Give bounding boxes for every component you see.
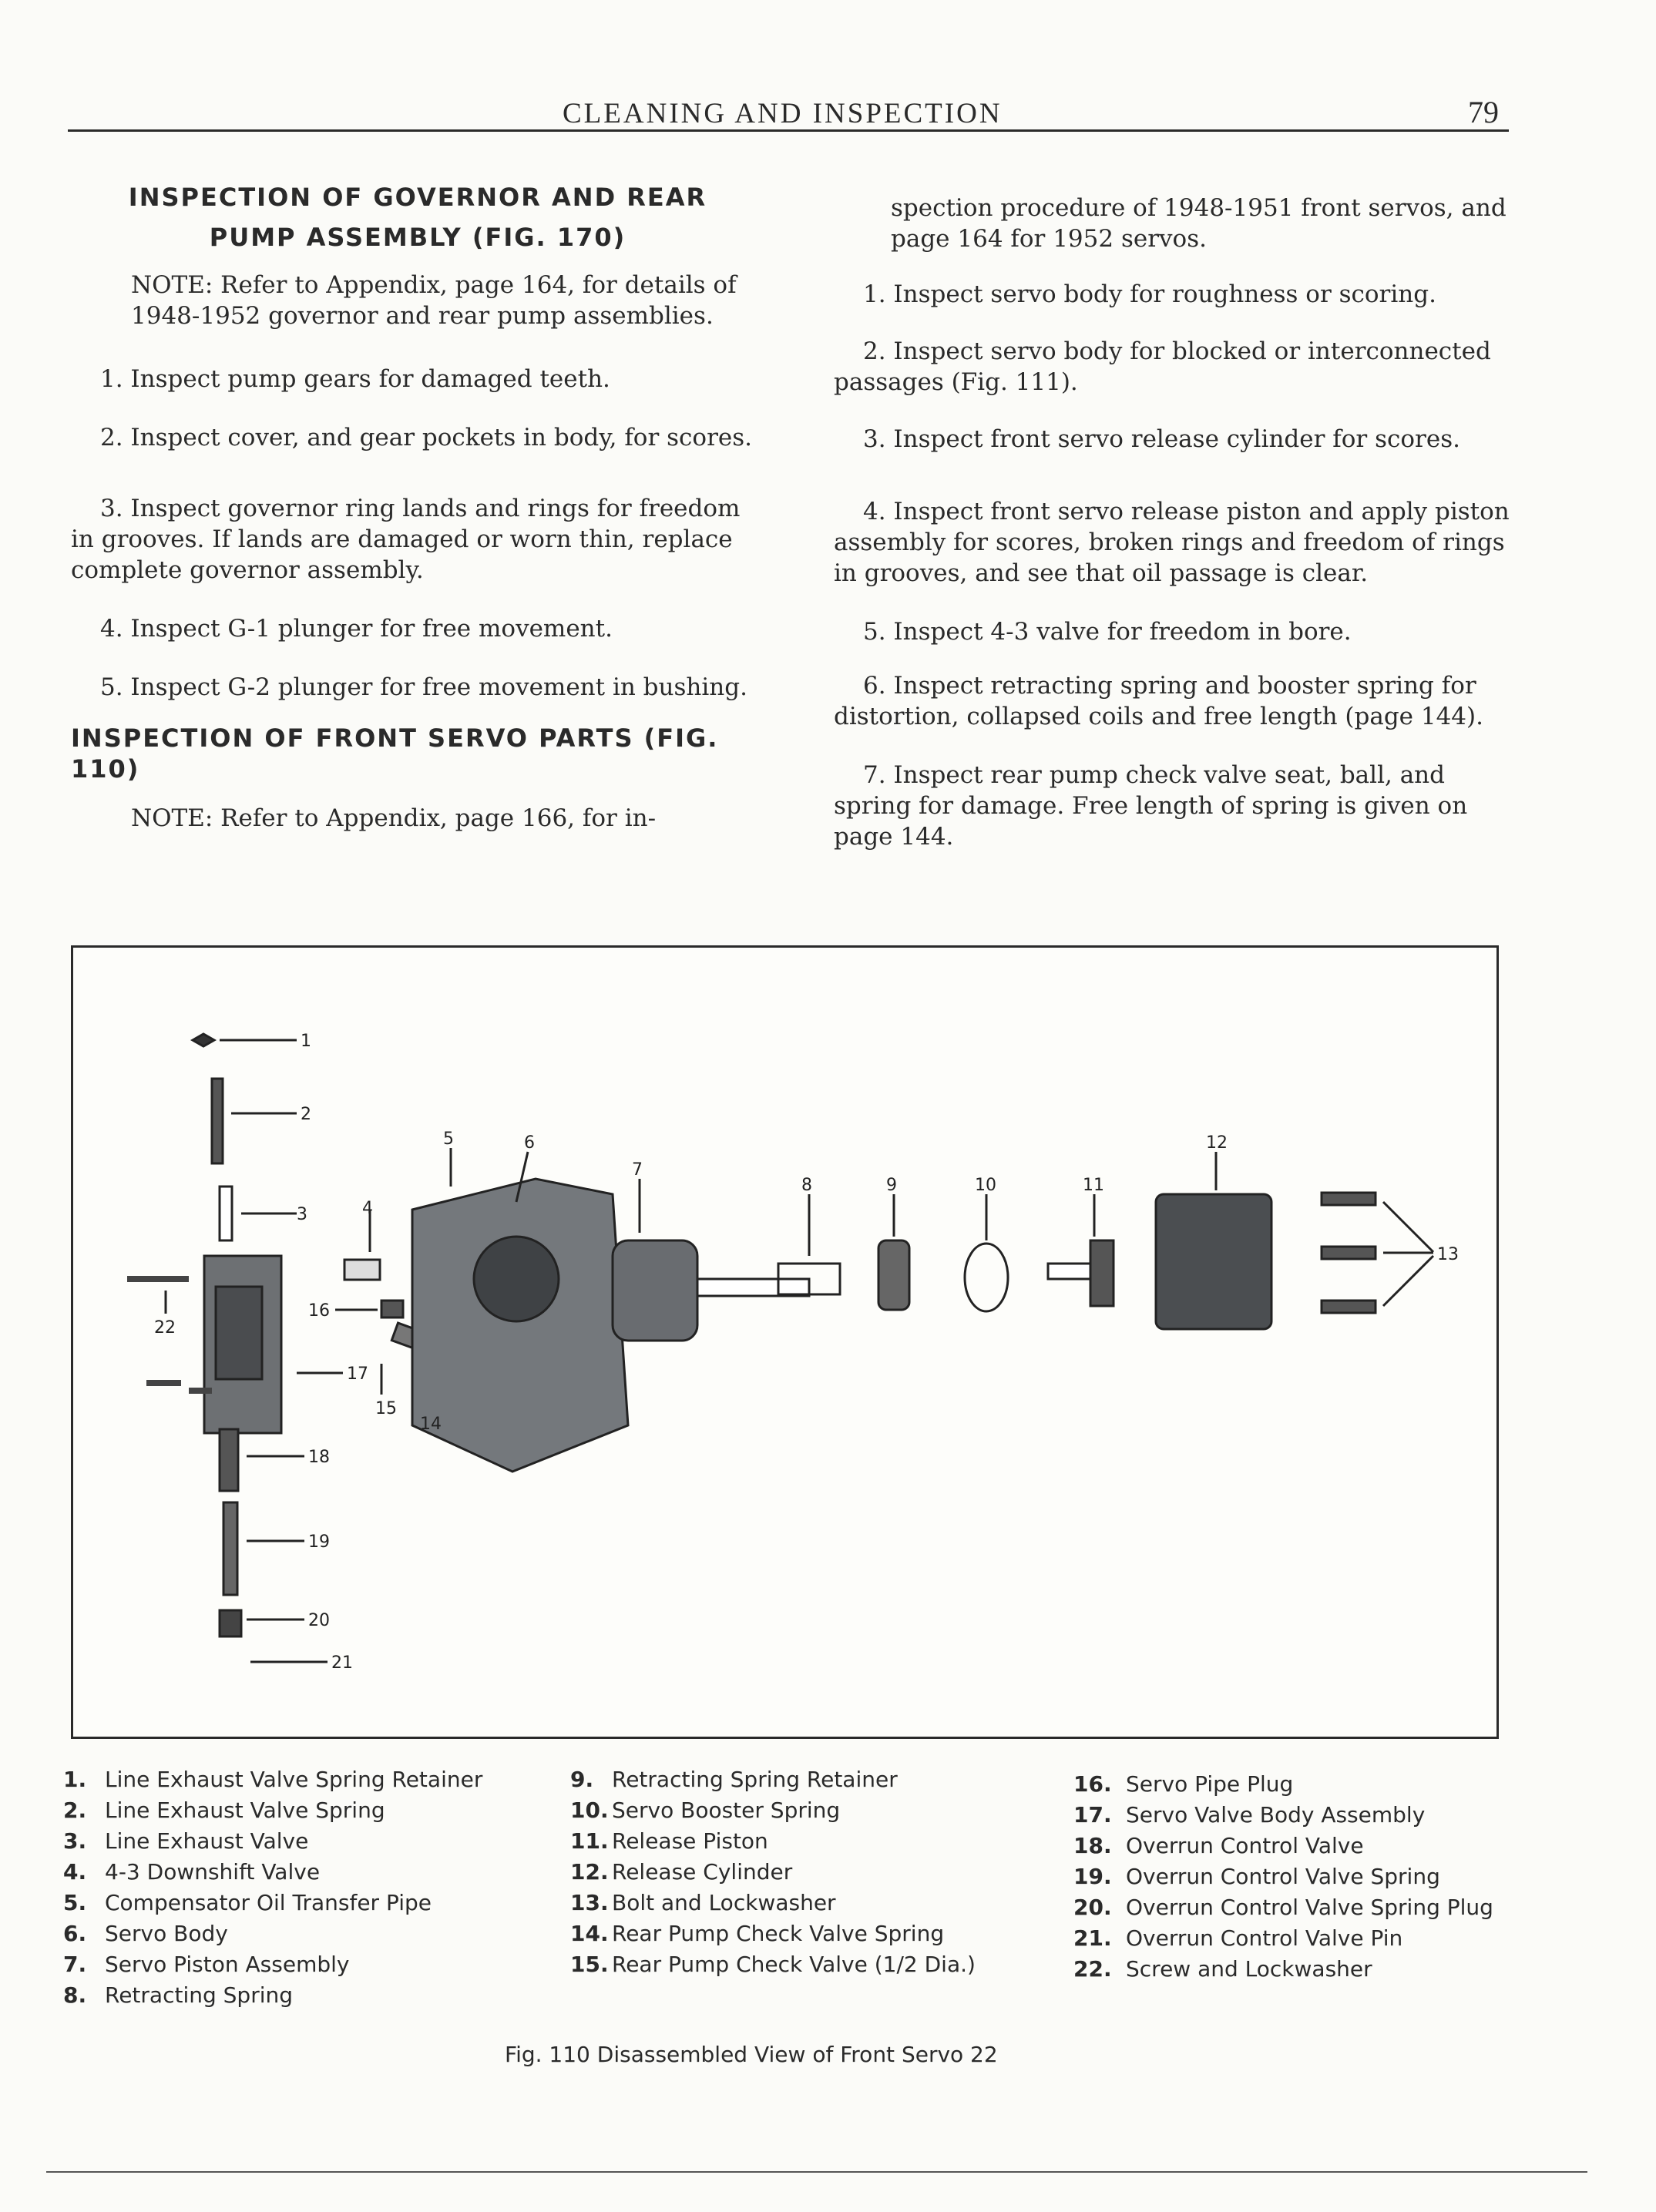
legend-item: 4. 4-3 Downshift Valve	[63, 1859, 321, 1885]
left-column	[71, 177, 764, 861]
callout-21: 21	[331, 1653, 353, 1673]
servo-step: 7. Inspect rear pump check valve seat, ball, and spring for damage. Free length of spring is given on page 144.	[834, 761, 1468, 851]
legend-item: 9. Retracting Spring Retainer	[570, 1767, 898, 1792]
legend-item: 13. Bolt and Lockwasher	[570, 1890, 836, 1915]
callout-19: 19	[308, 1532, 330, 1552]
note-front-servo-continued: spection procedure of 1948-1951 front servos, and page 164 for 1952 servos.	[891, 194, 1507, 253]
part-piston-shape	[613, 1240, 697, 1341]
callout-16: 16	[308, 1301, 330, 1321]
legend-item: 16. Servo Pipe Plug	[1073, 1771, 1294, 1797]
legend-item: 22. Screw and Lockwasher	[1073, 1956, 1372, 1982]
front-servo-exploded-diagram	[73, 948, 1496, 1737]
callout-18: 18	[308, 1448, 330, 1467]
servo-step: 2. Inspect servo body for blocked or interconnected passages (Fig. 111).	[834, 337, 1491, 396]
governor-step: 3. Inspect governor ring lands and rings for freedom in grooves. If lands are damaged or worn thin, replace complete governor assembly.	[71, 495, 741, 584]
legend-item: 14. Rear Pump Check Valve Spring	[570, 1921, 945, 1946]
parts-legend-col1	[63, 1764, 482, 2011]
callout-11: 11	[1083, 1176, 1104, 1195]
note-front-servo: NOTE: Refer to Appendix, page 166, for in-	[131, 804, 657, 832]
right-column	[834, 193, 1512, 880]
legend-item: 11. Release Piston	[570, 1828, 768, 1854]
callout-15: 15	[375, 1399, 397, 1418]
callout-17: 17	[347, 1364, 368, 1384]
servo-step: 5. Inspect 4-3 valve for freedom in bore.	[863, 618, 1352, 646]
section-heading-governor: INSPECTION OF GOVERNOR AND REAR PUMP ASSEMBLY (FIG. 170)	[128, 183, 707, 252]
header-rule	[68, 129, 1509, 132]
legend-item: 3. Line Exhaust Valve	[63, 1828, 309, 1854]
callout-2: 2	[301, 1105, 311, 1124]
part-spring-shape	[212, 1079, 223, 1163]
governor-step: 1. Inspect pump gears for damaged teeth.	[100, 365, 610, 393]
callout-3: 3	[297, 1205, 307, 1224]
running-header: CLEANING AND INSPECTION	[563, 98, 1003, 129]
legend-item: 8. Retracting Spring	[63, 1982, 294, 2008]
callout-1: 1	[301, 1032, 311, 1051]
callout-4: 4	[362, 1199, 373, 1218]
servo-step: 3. Inspect front servo release cylinder for scores.	[863, 425, 1460, 453]
callout-20: 20	[308, 1611, 330, 1630]
parts-legend-col3	[1073, 1769, 1493, 1985]
legend-item: 18. Overrun Control Valve	[1073, 1833, 1364, 1858]
legend-item: 7. Servo Piston Assembly	[63, 1952, 350, 1977]
part-retainer-shape	[193, 1034, 214, 1046]
servo-step: 1. Inspect servo body for roughness or scoring.	[863, 280, 1436, 308]
legend-item: 5. Compensator Oil Transfer Pipe	[63, 1890, 432, 1915]
part-servo-body-shape	[412, 1179, 628, 1472]
footer-rule	[46, 2171, 1587, 2173]
callout-6: 6	[524, 1133, 535, 1153]
callout-9: 9	[886, 1176, 897, 1195]
callout-5: 5	[443, 1129, 454, 1149]
exploded-view-figure	[71, 945, 1499, 1739]
callout-10: 10	[975, 1176, 996, 1195]
legend-item: 19. Overrun Control Valve Spring	[1073, 1864, 1440, 1889]
servo-step: 4. Inspect front servo release piston and apply piston assembly for scores, broken rings and freedom of rings in grooves, and see that oil passage is clear.	[834, 498, 1510, 587]
callout-12: 12	[1206, 1133, 1228, 1153]
legend-item: 20. Overrun Control Valve Spring Plug	[1073, 1895, 1493, 1920]
figure-caption: Fig. 110 Disassembled View of Front Servo 22	[505, 2042, 998, 2067]
legend-item: 15. Rear Pump Check Valve (1/2 Dia.)	[570, 1952, 976, 1977]
legend-item: 21. Overrun Control Valve Pin	[1073, 1925, 1403, 1951]
legend-item: 10. Servo Booster Spring	[570, 1797, 841, 1823]
section-heading-front-servo: INSPECTION OF FRONT SERVO PARTS (FIG. 110)	[71, 723, 719, 784]
governor-step: 4. Inspect G-1 plunger for free movement.	[100, 615, 613, 643]
callout-13: 13	[1437, 1245, 1459, 1264]
governor-step: 5. Inspect G-2 plunger for free movement in bushing.	[100, 673, 747, 701]
legend-item: 6. Servo Body	[63, 1921, 228, 1946]
callout-14: 14	[420, 1415, 442, 1434]
page-number: 79	[1468, 95, 1499, 129]
part-cylinder-shape	[1156, 1194, 1271, 1329]
legend-item: 2. Line Exhaust Valve Spring	[63, 1797, 385, 1823]
legend-item: 1. Line Exhaust Valve Spring Retainer	[63, 1767, 483, 1792]
note-governor: NOTE: Refer to Appendix, page 164, for details of 1948-1952 governor and rear pump assemblies.	[131, 271, 737, 330]
parts-legend-col2	[570, 1764, 976, 1980]
servo-step: 6. Inspect retracting spring and booster spring for distortion, collapsed coils and free length (page 144).	[834, 672, 1483, 730]
legend-item: 12. Release Cylinder	[570, 1859, 793, 1885]
callout-7: 7	[632, 1160, 643, 1180]
legend-item: 17. Servo Valve Body Assembly	[1073, 1802, 1426, 1828]
callout-8: 8	[801, 1176, 812, 1195]
callout-22: 22	[154, 1318, 176, 1338]
governor-step: 2. Inspect cover, and gear pockets in body, for scores.	[100, 424, 752, 451]
